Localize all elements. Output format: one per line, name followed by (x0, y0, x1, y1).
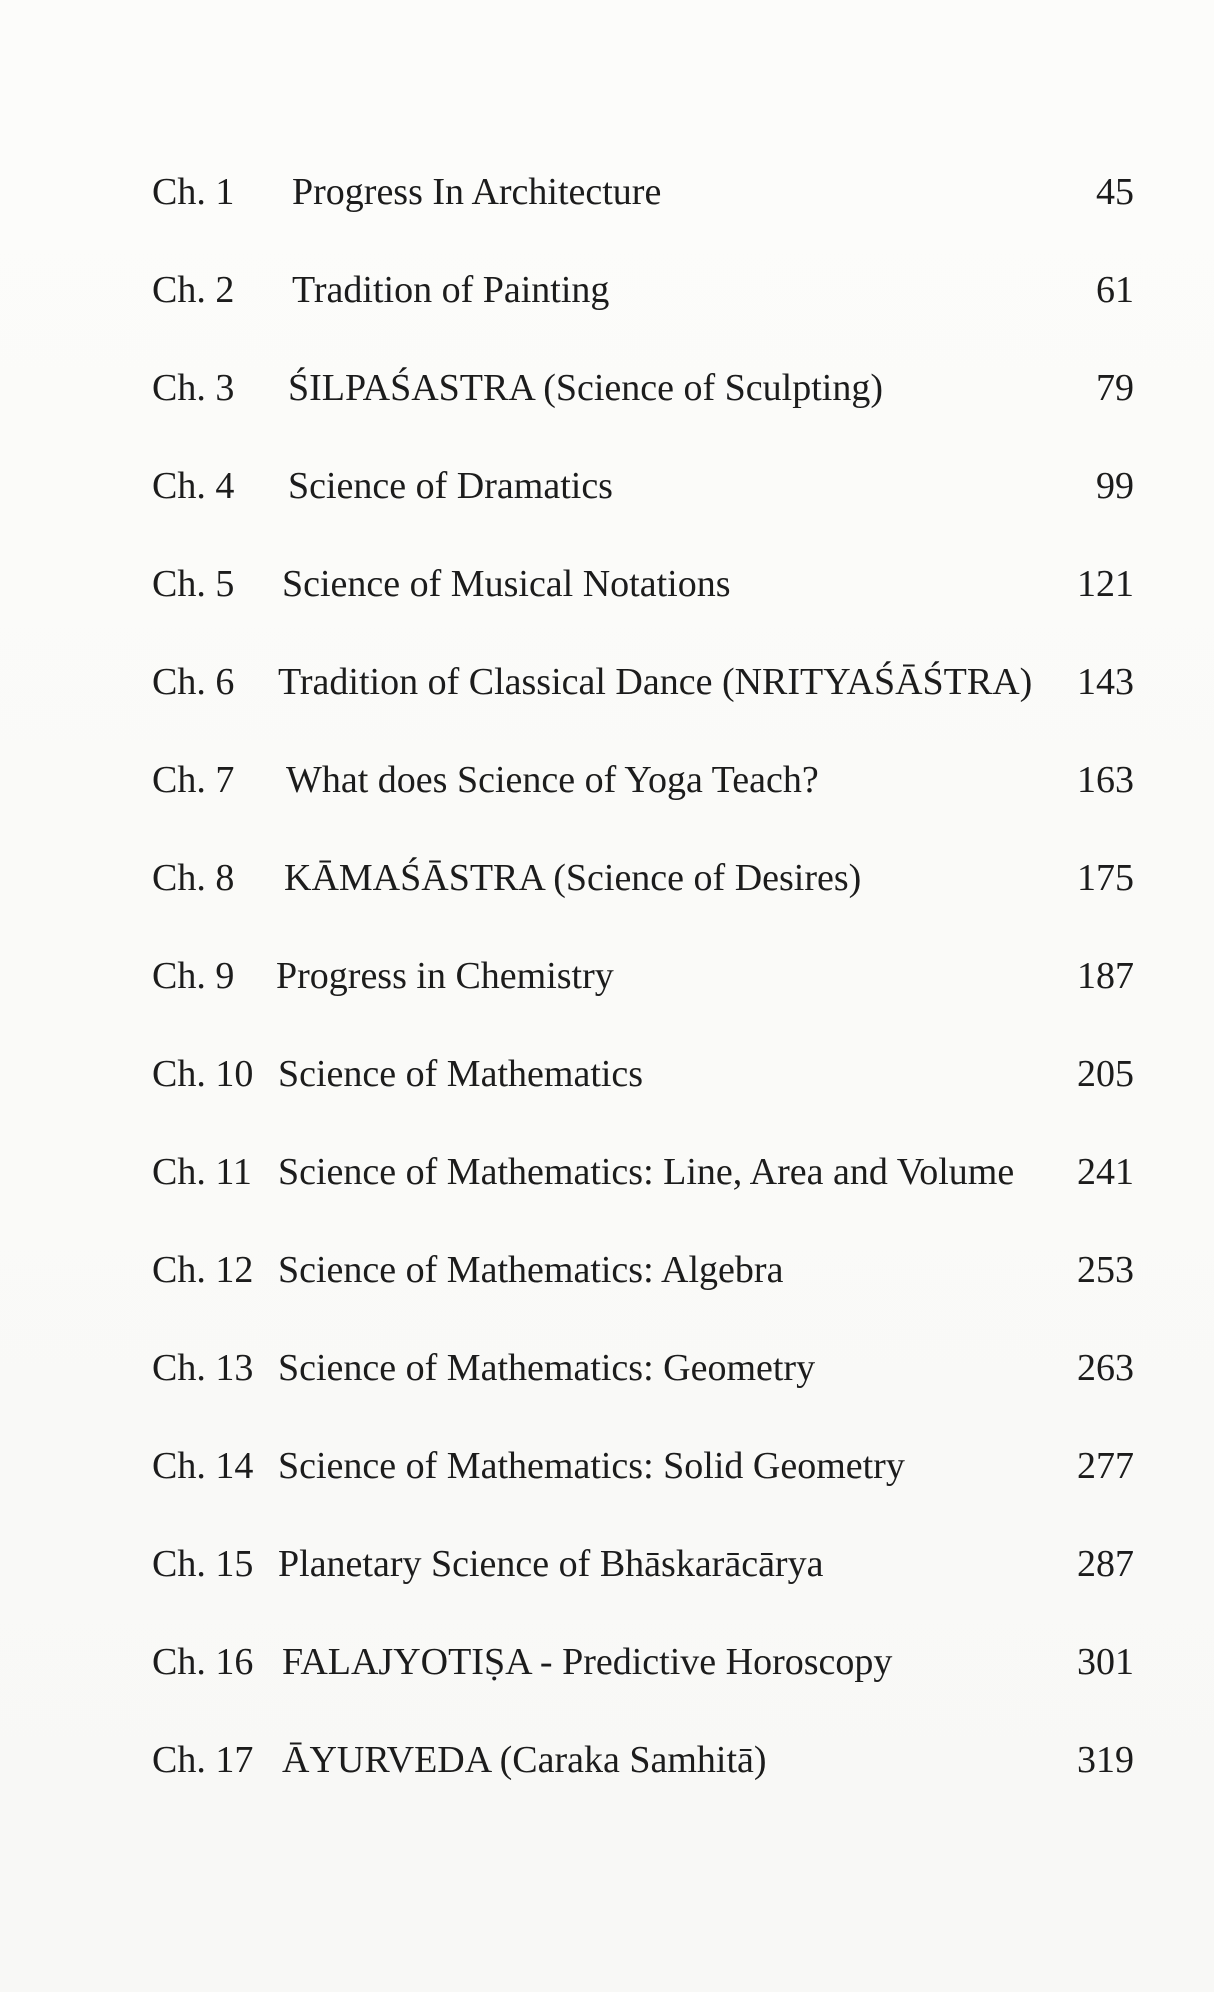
chapter-page-number: 253 (1077, 1249, 1134, 1291)
toc-row-11 (0, 1142, 1214, 1202)
chapter-number: Ch. 14 (152, 1445, 254, 1487)
chapter-page-number: 163 (1077, 759, 1134, 801)
chapter-number: Ch. 15 (152, 1543, 254, 1585)
chapter-page-number: 175 (1077, 857, 1134, 899)
chapter-number: Ch. 6 (152, 661, 235, 703)
chapter-page-number: 79 (1096, 367, 1134, 409)
toc-row-1 (0, 162, 1214, 222)
toc-row-15 (0, 1534, 1214, 1594)
chapter-title: Science of Mathematics: Algebra (278, 1249, 784, 1291)
chapter-page-number: 187 (1077, 955, 1134, 997)
chapter-title: ĀYURVEDA (Caraka Samhitā) (282, 1739, 767, 1781)
chapter-title: Progress In Architecture (292, 171, 662, 213)
chapter-title: What does Science of Yoga Teach? (286, 759, 819, 801)
toc-row-12 (0, 1240, 1214, 1300)
chapter-page-number: 277 (1077, 1445, 1134, 1487)
toc-row-4 (0, 456, 1214, 516)
chapter-title: Progress in Chemistry (276, 955, 614, 997)
chapter-number: Ch. 4 (152, 465, 235, 507)
chapter-title: Science of Mathematics: Solid Geometry (278, 1445, 905, 1487)
chapter-number: Ch. 9 (152, 955, 235, 997)
chapter-title: KĀMAŚĀSTRA (Science of Desires) (284, 857, 862, 899)
chapter-title: Planetary Science of Bhāskarācārya (278, 1543, 824, 1585)
chapter-number: Ch. 7 (152, 759, 235, 801)
chapter-number: Ch. 3 (152, 367, 235, 409)
chapter-number: Ch. 16 (152, 1641, 254, 1683)
chapter-page-number: 287 (1077, 1543, 1134, 1585)
chapter-title: Science of Mathematics: Geometry (278, 1347, 816, 1389)
chapter-title: Science of Mathematics (278, 1053, 644, 1095)
toc-row-7 (0, 750, 1214, 810)
chapter-title: Tradition of Painting (292, 269, 610, 311)
chapter-page-number: 143 (1077, 661, 1134, 703)
chapter-page-number: 319 (1077, 1739, 1134, 1781)
chapter-number: Ch. 1 (152, 171, 235, 213)
toc-row-16 (0, 1632, 1214, 1692)
chapter-title: ŚILPAŚASTRA (Science of Sculpting) (288, 367, 883, 409)
toc-row-17 (0, 1730, 1214, 1790)
chapter-number: Ch. 10 (152, 1053, 254, 1095)
toc-row-6 (0, 652, 1214, 712)
toc-row-14 (0, 1436, 1214, 1496)
chapter-title: Science of Musical Notations (282, 563, 731, 605)
chapter-number: Ch. 17 (152, 1739, 254, 1781)
chapter-title: FALAJYOTIṢA - Predictive Horoscopy (282, 1641, 893, 1683)
toc-row-8 (0, 848, 1214, 908)
chapter-title: Science of Mathematics: Line, Area and Volume (278, 1151, 1015, 1193)
chapter-page-number: 45 (1096, 171, 1134, 213)
toc-row-5 (0, 554, 1214, 614)
chapter-number: Ch. 11 (152, 1151, 252, 1193)
chapter-page-number: 99 (1096, 465, 1134, 507)
chapter-number: Ch. 5 (152, 563, 235, 605)
toc-row-9 (0, 946, 1214, 1006)
toc-row-2 (0, 260, 1214, 320)
chapter-page-number: 301 (1077, 1641, 1134, 1683)
chapter-page-number: 205 (1077, 1053, 1134, 1095)
chapter-title: Tradition of Classical Dance (NRITYAŚĀŚTRA) (278, 661, 1033, 703)
chapter-page-number: 263 (1077, 1347, 1134, 1389)
toc-row-13 (0, 1338, 1214, 1398)
toc-row-10 (0, 1044, 1214, 1104)
chapter-number: Ch. 8 (152, 857, 235, 899)
chapter-title: Science of Dramatics (288, 465, 613, 507)
chapter-number: Ch. 2 (152, 269, 235, 311)
chapter-page-number: 241 (1077, 1151, 1134, 1193)
chapter-number: Ch. 13 (152, 1347, 254, 1389)
chapter-number: Ch. 12 (152, 1249, 254, 1291)
chapter-page-number: 61 (1096, 269, 1134, 311)
chapter-page-number: 121 (1077, 563, 1134, 605)
toc-row-3 (0, 358, 1214, 418)
